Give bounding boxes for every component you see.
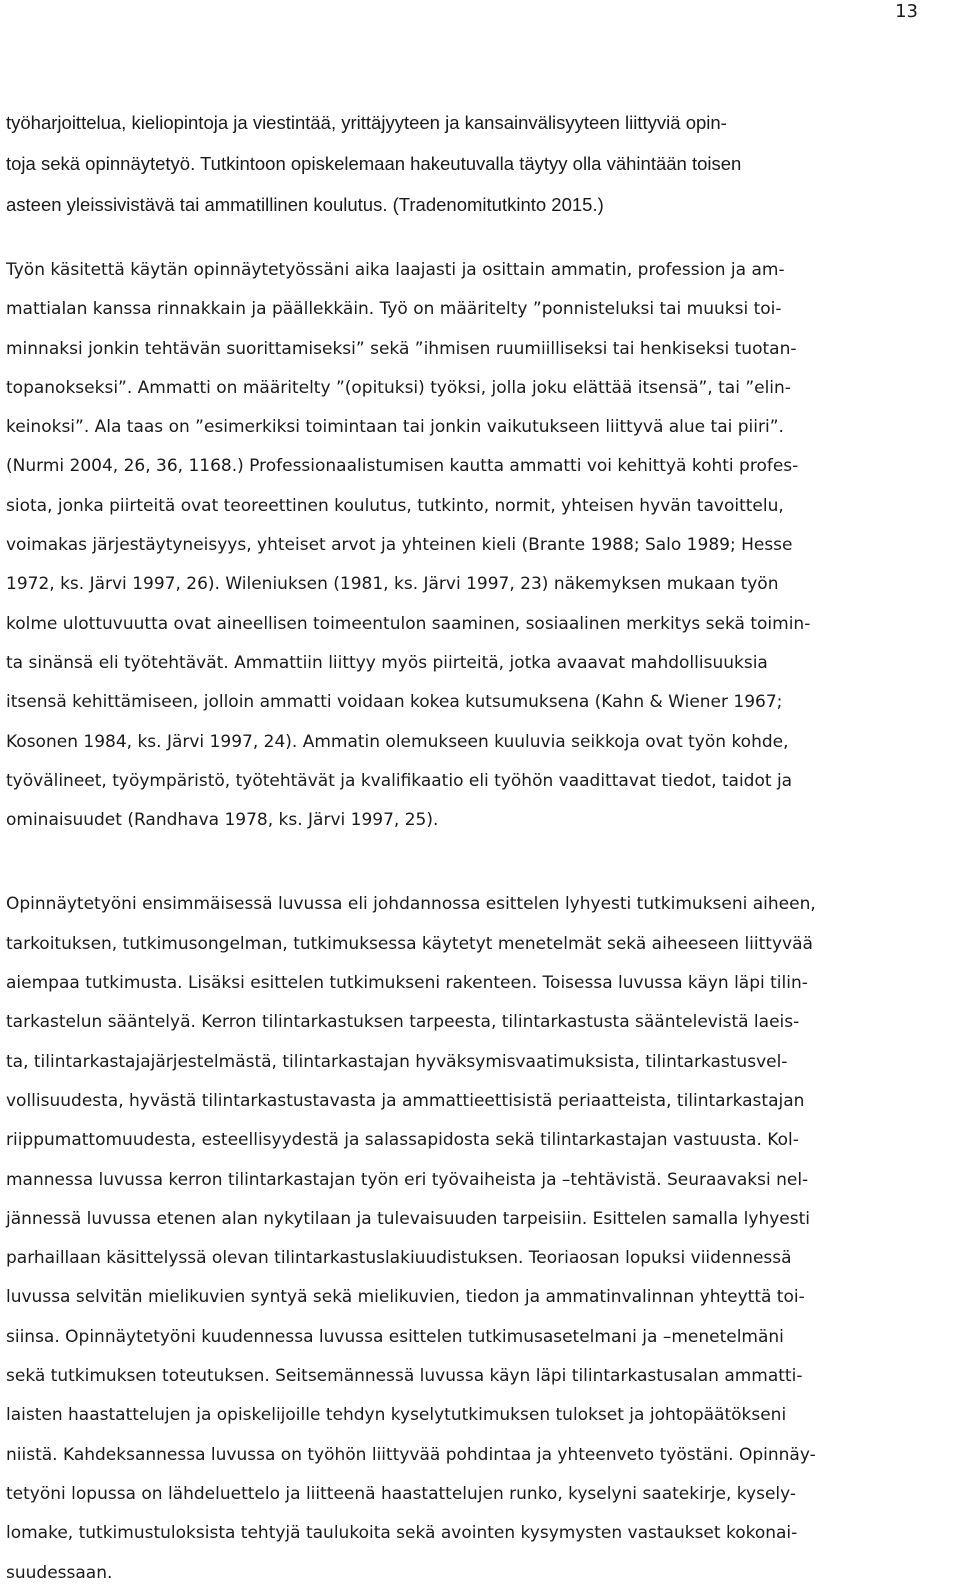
paragraph-3 <box>6 885 944 1592</box>
paragraph-2 <box>6 251 944 840</box>
page-number: 13 <box>895 1 918 22</box>
text-line: työharjoittelua, kieliopintoja ja viestintää, yrittäjyyteen ja kansainvälisyyteen liittyviä opin- <box>6 112 727 133</box>
text-line: ta, tilintarkastajajärjestelmästä, tilintarkastajan hyväksymisvaatimuksista, tilintarkastusvel- <box>6 1051 788 1072</box>
text-line: itsensä kehittämiseen, jolloin ammatti voidaan kokea kutsumuksena (Kahn & Wiener 1967; <box>6 692 783 713</box>
text-line: suudessaan. <box>6 1562 113 1583</box>
paragraph-1 <box>6 102 944 225</box>
text-line: voimakas järjestäytyneisyys, yhteiset arvot ja yhteinen kieli (Brante 1988; Salo 1989; Hesse <box>6 535 793 556</box>
text-line: niistä. Kahdeksannessa luvussa on työhön liittyvää pohdintaa ja yhteenveto työstäni. Opinnäy- <box>6 1444 816 1465</box>
text-line: keinoksi”. Ala taas on ”esimerkiksi toimintaan tai jonkin vaikutukseen liittyvä alue tai piiri”. <box>6 417 784 438</box>
text-line: työvälineet, työympäristö, työtehtävät ja kvalifikaatio eli työhön vaadittavat tiedot, taidot ja <box>6 770 793 791</box>
text-line: tetyöni lopussa on lähdeluettelo ja liitteenä haastattelujen runko, kyselyni saatekirje, kysely- <box>6 1483 797 1504</box>
text-line: vollisuudesta, hyvästä tilintarkastustavasta ja ammattieettisistä periaatteista, tilintarkastajan <box>6 1090 805 1111</box>
text-line: minnaksi jonkin tehtävän suorittamiseksi” sekä ”ihmisen ruumiilliseksi tai henkiseksi tuotan- <box>6 338 797 359</box>
text-line: Opinnäytetyöni ensimmäisessä luvussa eli johdannossa esittelen lyhyesti tutkimukseni aiheen, <box>6 894 816 915</box>
text-line: ta sinänsä eli työtehtävät. Ammattiin liittyy myös piirteitä, jotka avaavat mahdollisuuksia <box>6 652 768 673</box>
text-line: tarkastelun sääntelyä. Kerron tilintarkastuksen tarpeesta, tilintarkastusta sääntelevistä laeis- <box>6 1012 800 1033</box>
text-line: Kosonen 1984, ks. Järvi 1997, 24). Ammatin olemukseen kuuluvia seikkoja ovat työn kohde, <box>6 731 789 752</box>
text-line: sekä tutkimuksen toteutuksen. Seitsemännessä luvussa käyn läpi tilintarkastusalan ammatti- <box>6 1366 803 1387</box>
text-line: parhaillaan käsittelyssä olevan tilintarkastuslakiuudistuksen. Teoriaosan lopuksi viidennessä <box>6 1248 792 1269</box>
text-line: toja sekä opinnäytetyö. Tutkintoon opiskelemaan hakeutuvalla täytyy olla vähintään toisen <box>6 153 742 174</box>
text-line: topanokseksi”. Ammatti on määritelty ”(opituksi) työksi, jolla joku elättää itsensä”, tai ”elin- <box>6 377 791 398</box>
document-body <box>6 102 944 1593</box>
text-line: laisten haastattelujen ja opiskelijoille tehdyn kyselytutkimuksen tulokset ja johtopäätökseni <box>6 1405 787 1426</box>
text-line: mannessa luvussa kerron tilintarkastajan työn eri työvaiheista ja –tehtävistä. Seuraavaksi nel- <box>6 1169 809 1190</box>
text-line: (Nurmi 2004, 26, 36, 1168.) Professionaalistumisen kautta ammatti voi kehittyä kohti profes- <box>6 456 799 477</box>
text-line: jännessä luvussa etenen alan nykytilaan ja tulevaisuuden tarpeisiin. Esittelen samalla lyhyesti <box>6 1208 810 1229</box>
text-line: siinsa. Opinnäytetyöni kuudennessa luvussa esittelen tutkimusasetelmani ja –menetelmäni <box>6 1326 784 1347</box>
text-line: lomake, tutkimustuloksista tehtyjä taulukoita sekä avointen kysymysten vastaukset kokonai- <box>6 1523 798 1544</box>
text-line: kolme ulottuvuutta ovat aineellisen toimeentulon saaminen, sosiaalinen merkitys sekä toimin- <box>6 613 811 634</box>
text-line: aiempaa tutkimusta. Lisäksi esittelen tutkimukseni rakenteen. Toisessa luvussa käyn läpi tilin- <box>6 973 808 994</box>
text-line: tarkoituksen, tutkimusongelman, tutkimuksessa käytetyt menetelmät sekä aiheeseen liittyvää <box>6 933 813 954</box>
text-line: Työn käsitettä käytän opinnäytetyössäni aika laajasti ja osittain ammatin, profession ja am- <box>6 260 785 280</box>
text-line: asteen yleissivistävä tai ammatillinen koulutus. (Tradenomitutkinto 2015.) <box>6 194 604 215</box>
text-line: ominaisuudet (Randhava 1978, ks. Järvi 1997, 25). <box>6 810 439 831</box>
text-line: riippumattomuudesta, esteellisyydestä ja salassapidosta sekä tilintarkastajan vastuusta. Kol- <box>6 1130 799 1151</box>
text-line: siota, jonka piirteitä ovat teoreettinen koulutus, tutkinto, normit, yhteisen hyvän tavoittelu, <box>6 495 784 516</box>
text-line: luvussa selvitän mielikuvien syntyä sekä mielikuvien, tiedon ja ammatinvalinnan yhteyttä toi- <box>6 1287 805 1308</box>
text-line: 1972, ks. Järvi 1997, 26). Wileniuksen (1981, ks. Järvi 1997, 23) näkemyksen mukaan työn <box>6 574 779 595</box>
text-line: mattialan kanssa rinnakkain ja päällekkäin. Työ on määritelty ”ponnisteluksi tai muuksi toi- <box>6 299 782 320</box>
